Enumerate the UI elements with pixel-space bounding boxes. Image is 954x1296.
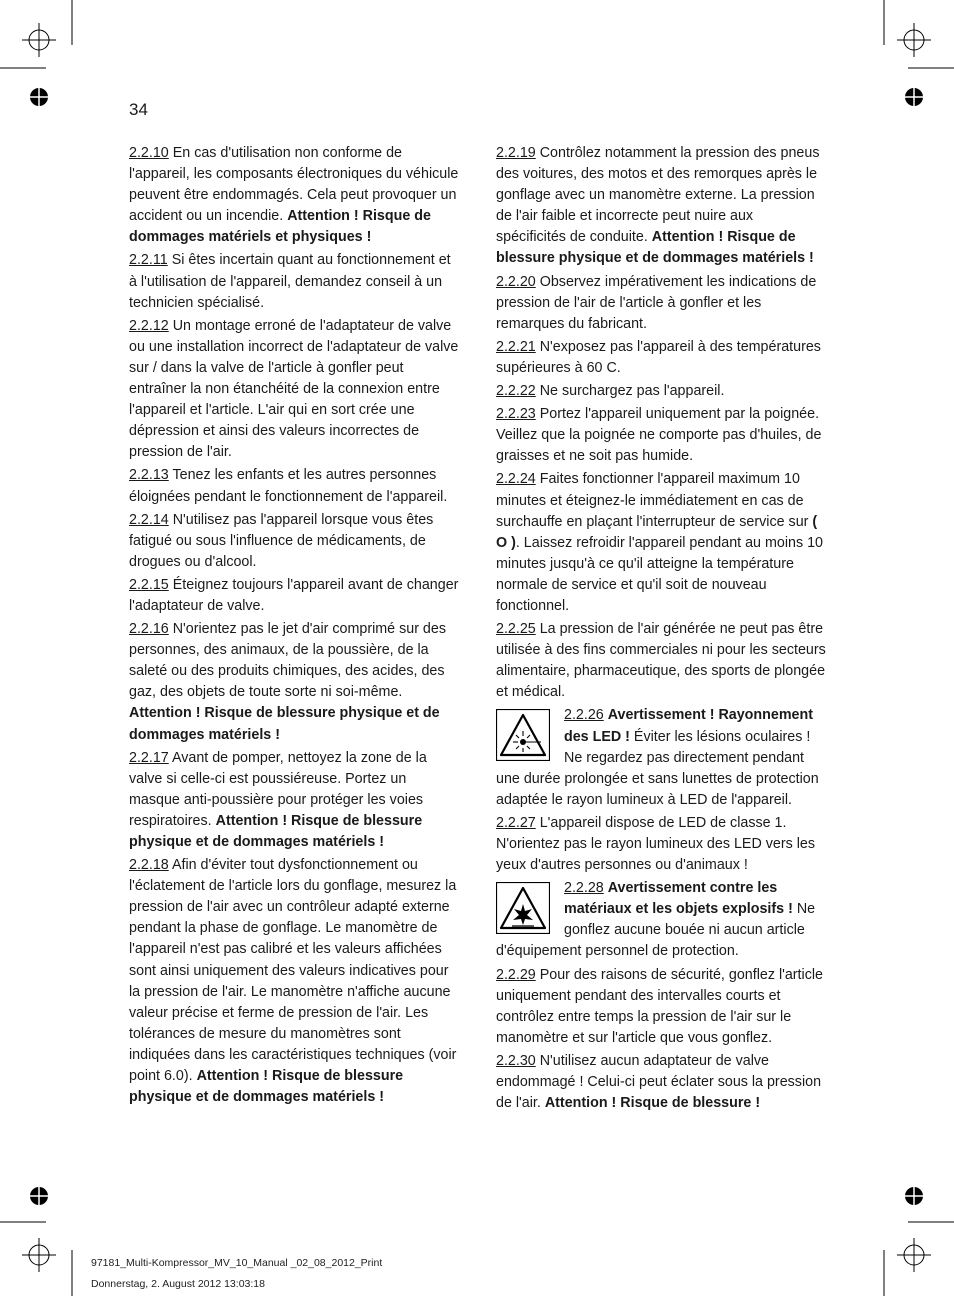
section-2-2-28: 2.2.28 Avertissement contre les matériaux et les objets explosifs ! Ne gonflez aucune bouée ni aucun article d'équipement personnel de protection. [496,880,816,960]
section-2-2-10: 2.2.10 En cas d'utilisation non conforme de l'appareil, les composants électroniques du véhicule peuvent être endommagés. Cela peut provoquer un accident ou un incendie. Attention ! Risque de dommages matériels et physiques ! [129,145,459,246]
section-2-2-26: 2.2.26 Avertissement ! Rayonnement des LED ! Éviter les lésions oculaires ! Ne regardez pas directement pendant une durée prolongée et sans lunettes de protection adaptée le rayon lumineux à LED de l'appareil. [496,707,819,808]
warning-text: Attention ! Risque de dommages matériels et physiques ! [129,208,431,246]
section-2-2-17: 2.2.17 Avant de pomper, nettoyez la zone de la valve si celle-ci est poussiéreuse. Portez un masque anti-poussière pour protéger les voies respiratoires. Attention ! Risque de blessure physique et de dommages matériels ! [129,749,427,850]
section-2-2-18: 2.2.18 Afin d'éviter tout dysfonctionnement ou l'éclatement de l'article lors du gonflage, mesurez la pression de l'air avec un contrôleur adapté externe pendant la phase de gonflage. Le manomètre de l'appareil n'est pas calibré et les valeurs affichées sont ainsi uniquement des valeurs indicatives pour la pression de l'air. Le manomètre n'affiche aucune valeur précise et ferme de pression de l'air. Les tolérances de mesure du manomètres sont indiquées dans les caractéristiques techniques (voir point 6.0). Attention ! Risque de blessure physique et de dommages matériels ! [129,857,457,1106]
section-2-2-20: 2.2.20 Observez impérativement les indications de pression de l'air de l'article à gonfler et les remarques du fabricant. [496,273,817,332]
section-2-2-12: 2.2.12 Un montage erroné de l'adaptateur de valve ou une installation incorrect de l'adaptateur de valve sur / dans la valve de l'article à gonfler peut entraîner la non étanchéité de la connexion entre l'appareil et l'article. L'air qui en sort crée une dépression et ainsi des valeurs incorrectes de pression de l'air. [129,317,459,461]
warning-heading: Avertissement ! Rayonnement des LED ! [564,707,813,745]
section-2-2-27: 2.2.27 L'appareil dispose de LED de classe 1. N'orientez pas le rayon lumineux des LED vers les yeux d'autres personnes ou d'animaux ! [496,814,815,874]
section-2-2-21: 2.2.21 N'exposez pas l'appareil à des températures supérieures à 60 C. [496,338,821,376]
section-2-2-23: 2.2.23 Portez l'appareil uniquement par la poignée. Veillez que la poignée ne comporte pas d'huiles, de graisses et ne soit pas humide. [496,406,822,465]
warning-heading: Avertissement contre les matériaux et les objets explosifs ! [564,880,793,918]
section-2-2-13: 2.2.13 Tenez les enfants et les autres personnes éloignées pendant le fonctionnement de l'appareil. [129,467,448,505]
section-2-2-30: 2.2.30 N'utilisez aucun adaptateur de valve endommagé ! Celui-ci peut éclater sous la pression de l'air. Attention ! Risque de blessure ! [496,1052,822,1112]
page-number: 34 [129,100,148,119]
left-column [129,143,459,1110]
warning-text: Attention ! Risque de blessure physique et de dommages matériels ! [496,229,814,267]
warning-text: Attention ! Risque de blessure physique et de dommages matériels ! [129,812,423,850]
section-2-2-11: 2.2.11 Si êtes incertain quant au fonctionnement et à l'utilisation de l'appareil, demandez conseil à un technicien spécialisé. [129,252,451,311]
switch-off-symbol: ( O ) [496,513,818,551]
section-2-2-29: 2.2.29 Pour des raisons de sécurité, gonflez l'article uniquement pendant des intervalles courts et contrôlez entre temps la pression de l'air sur le manomètre et sur l'article que vous gonflez. [496,966,823,1046]
right-column [496,143,826,1116]
warning-text: Attention ! Risque de blessure ! [544,1095,761,1112]
footer-filename: 97181_Multi-Kompressor_MV_10_Manual _02_08_2012_Print [91,1257,383,1269]
section-2-2-24: 2.2.24 Faites fonctionner l'appareil maximum 10 minutes et éteignez-le immédiatement en cas de surchauffe en plaçant l'interrupteur de service sur ( O ). Laissez refroidir l'appareil pendant au moins 10 minutes jusqu'à ce qu'il atteigne la température normale de service et qu'il soit de nouveau fonctionnel. [496,471,823,614]
section-2-2-25: 2.2.25 La pression de l'air générée ne peut pas être utilisée à des fins commerciales ni pour les secteurs alimentaire, pharmaceutique, des sports de plongée et médical. [496,621,826,701]
footer-timestamp: Donnerstag, 2. August 2012 13:03:18 [91,1278,265,1290]
section-2-2-19: 2.2.19 Contrôlez notamment la pression des pneus des voitures, des motos et des remorques après le gonflage avec un manomètre externe. La pression de l'air faible et incorrecte peut nuire aux spécificités de conduite. Attention ! Risque de blessure physique et de dommages matériels ! [496,145,820,267]
explosive-warning-icon [496,882,550,934]
section-2-2-14: 2.2.14 N'utilisez pas l'appareil lorsque vous êtes fatigué ou sous l'influence de médicaments, de drogues ou d'alcool. [129,511,434,570]
warning-text: Attention ! Risque de blessure physique et de dommages matériels ! [129,705,440,743]
laser-warning-icon [496,709,550,761]
section-2-2-16: 2.2.16 N'orientez pas le jet d'air comprimé sur des personnes, des animaux, de la poussière, de la saleté ou des produits chimiques, des acides, des gaz, des objets de toute sorte ni soi-même. Attention ! Risque de blessure physique et de dommages matériels ! [129,621,446,743]
warning-text: Attention ! Risque de blessure physique et de dommages matériels ! [129,1068,404,1106]
section-2-2-15: 2.2.15 Éteignez toujours l'appareil avant de changer l'adaptateur de valve. [129,576,459,614]
section-2-2-22: 2.2.22 Ne surchargez pas l'appareil. [496,383,725,400]
